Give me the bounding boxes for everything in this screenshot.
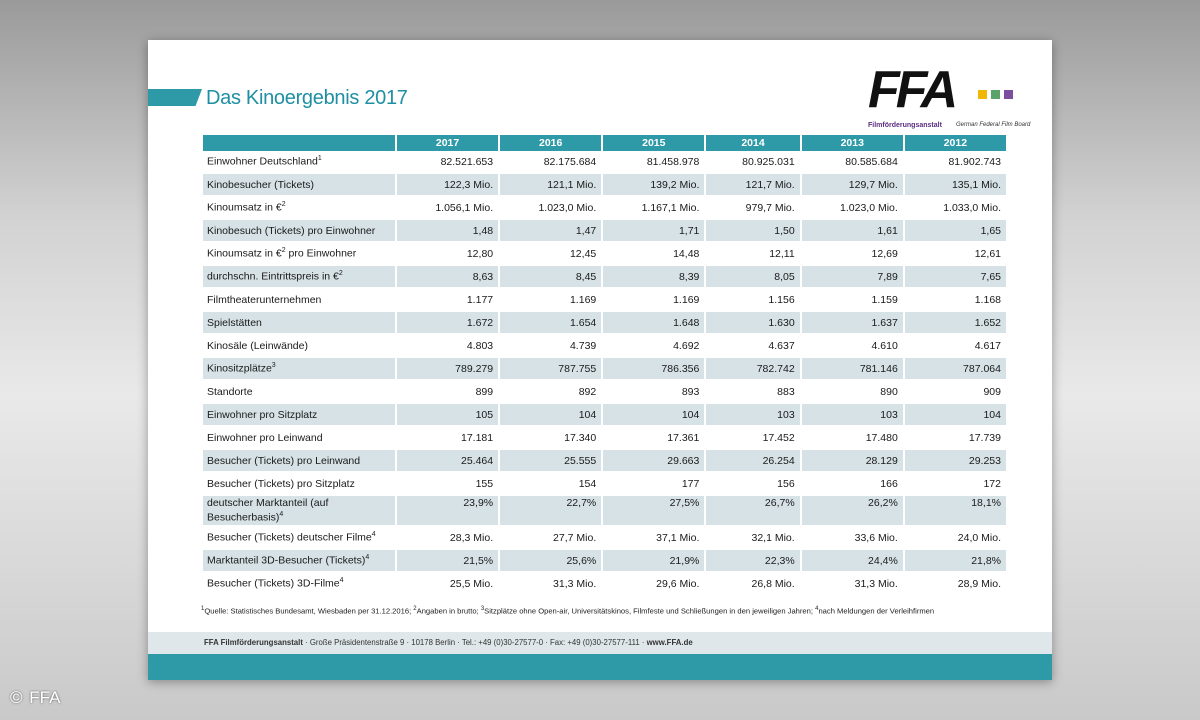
table-cell: 26,7%: [706, 496, 799, 527]
table-cell: 1.177: [397, 289, 498, 312]
table-row: [203, 573, 1006, 596]
table-cell: 25.464: [397, 450, 498, 473]
table-cell: 1.672: [397, 312, 498, 335]
row-label-text: Einwohner Deutschland: [207, 155, 318, 168]
row-label: [203, 335, 395, 358]
table-cell: 82.175.684: [500, 151, 601, 174]
table-row: [203, 404, 1006, 427]
table-cell: 979,7 Mio.: [706, 197, 799, 220]
header-corner: [203, 135, 395, 151]
table-cell: 21,8%: [905, 550, 1006, 573]
footnote-marker: 4: [279, 511, 284, 518]
row-label: [203, 220, 395, 243]
table-header-row: [203, 135, 1006, 151]
table-cell: 1,65: [905, 220, 1006, 243]
table-row: [203, 527, 1006, 550]
table-cell: 7,89: [802, 266, 903, 289]
table-cell: 8,39: [603, 266, 704, 289]
table-cell: 33,6 Mio.: [802, 527, 903, 550]
table-cell: 18,1%: [905, 496, 1006, 527]
table-cell: 4.637: [706, 335, 799, 358]
table-cell: 156: [706, 473, 799, 496]
table-cell: 787.755: [500, 358, 601, 381]
header-year: 2014: [706, 135, 799, 151]
table-cell: 1.056,1 Mio.: [397, 197, 498, 220]
table-cell: 135,1 Mio.: [905, 174, 1006, 197]
table-cell: 1.159: [802, 289, 903, 312]
footnote-text: Sitzplätze ohne Open-air, Universitätskinos, Filmfeste und Schließungen in den jeweiligen Jahren;: [484, 606, 816, 616]
table-cell: 12,69: [802, 243, 903, 266]
table-cell: 25.555: [500, 450, 601, 473]
row-label-text: Kinosäle (Leinwände): [207, 339, 308, 352]
table-row: [203, 266, 1006, 289]
footnote-marker: 4: [339, 577, 344, 585]
row-label: [203, 473, 395, 496]
table-cell: 104: [905, 404, 1006, 427]
table-cell: 1.168: [905, 289, 1006, 312]
table-cell: 24,0 Mio.: [905, 527, 1006, 550]
footnote-marker: 1: [317, 155, 322, 163]
table-cell: 1.169: [500, 289, 601, 312]
copyright-notice: [10, 688, 60, 708]
row-label: [203, 427, 395, 450]
row-label: [203, 573, 395, 596]
row-label-text: Spielstätten: [207, 316, 262, 329]
table-row: [203, 496, 1006, 527]
footnote-marker: 4: [815, 606, 819, 612]
table-row: [203, 243, 1006, 266]
table-cell: 166: [802, 473, 903, 496]
table-cell: 12,80: [397, 243, 498, 266]
row-label: [203, 266, 395, 289]
page-title: Das Kinoergebnis 2017: [206, 87, 408, 109]
row-label-text: Kinobesucher (Tickets): [207, 178, 314, 191]
table-cell: 8,45: [500, 266, 601, 289]
table-cell: 1,61: [802, 220, 903, 243]
table-cell: 29.663: [603, 450, 704, 473]
table-cell: 12,11: [706, 243, 799, 266]
table-row: [203, 312, 1006, 335]
header-year: 2015: [603, 135, 704, 151]
table-cell: 22,7%: [500, 496, 601, 527]
table-cell: 29.253: [905, 450, 1006, 473]
logo-subtitle: German Federal Film Board: [956, 122, 1031, 128]
table-cell: 122,3 Mio.: [397, 174, 498, 197]
table-cell: 27,5%: [603, 496, 704, 527]
table-cell: 1.630: [706, 312, 799, 335]
table-cell: 104: [500, 404, 601, 427]
table-cell: 28,3 Mio.: [397, 527, 498, 550]
table-cell: 37,1 Mio.: [603, 527, 704, 550]
row-label: [203, 243, 395, 266]
table-cell: 29,6 Mio.: [603, 573, 704, 596]
footer-address: · Große Präsidentenstraße 9 · 10178 Berlin · Tel.: +49 (0)30-27577-0 · Fax: +49 (0)30-27577-111 ·: [302, 638, 647, 647]
table-cell: 172: [905, 473, 1006, 496]
row-label: [203, 381, 395, 404]
row-label-text: Besucher (Tickets) pro Leinwand: [207, 454, 361, 467]
table-cell: 781.146: [802, 358, 903, 381]
table-cell: 899: [397, 381, 498, 404]
table-cell: 17.480: [802, 427, 903, 450]
table-cell: 26,8 Mio.: [706, 573, 799, 596]
header-year: 2013: [802, 135, 903, 151]
table-cell: 12,45: [500, 243, 601, 266]
row-label-text: Kinobesuch (Tickets) pro Einwohner: [207, 224, 376, 237]
table-cell: 1.169: [603, 289, 704, 312]
table-cell: 81.902.743: [905, 151, 1006, 174]
footnote-marker: 1: [201, 606, 205, 612]
table-cell: 21,5%: [397, 550, 498, 573]
header-year: 2012: [905, 135, 1006, 151]
table-cell: 787.064: [905, 358, 1006, 381]
table-cell: 121,1 Mio.: [500, 174, 601, 197]
table-cell: 103: [706, 404, 799, 427]
row-label-text: Besucher (Tickets) deutscher Filme: [207, 531, 372, 544]
footnote-text: Angaben in brutto;: [416, 606, 481, 616]
logo-squares: [978, 86, 1017, 104]
table-cell: 1,47: [500, 220, 601, 243]
copyright-icon: ©: [10, 688, 23, 707]
table-cell: 23,9%: [397, 496, 498, 527]
footnote-marker: 2: [281, 247, 286, 255]
logo-square-green: [991, 90, 1000, 99]
table-cell: 121,7 Mio.: [706, 174, 799, 197]
row-label-text: Besucher (Tickets) 3D-Filme: [207, 577, 340, 590]
footer-address-bar: [148, 632, 1052, 654]
table-cell: 14,48: [603, 243, 704, 266]
table-cell: 28,9 Mio.: [905, 573, 1006, 596]
row-label: [203, 527, 395, 550]
row-label-text: Besucher (Tickets) pro Sitzplatz: [207, 477, 355, 490]
table-cell: 32,1 Mio.: [706, 527, 799, 550]
table-row: [203, 358, 1006, 381]
table-cell: 17.340: [500, 427, 601, 450]
logo-square-yellow: [978, 90, 987, 99]
row-label-text: Filmtheaterunternehmen: [207, 293, 322, 306]
table-row: [203, 151, 1006, 174]
table-cell: 1.654: [500, 312, 601, 335]
table-cell: 80.925.031: [706, 151, 799, 174]
bottom-band: [148, 654, 1052, 680]
table-cell: 892: [500, 381, 601, 404]
table-cell: 1.648: [603, 312, 704, 335]
table-cell: 782.742: [706, 358, 799, 381]
table-row: [203, 427, 1006, 450]
table-row: [203, 174, 1006, 197]
footnotes: [201, 603, 1011, 618]
footer-website: www.FFA.de: [646, 638, 693, 647]
footnote-marker: 2: [281, 201, 286, 209]
table-cell: 139,2 Mio.: [603, 174, 704, 197]
footer-org: FFA Filmförderungsanstalt: [204, 638, 303, 647]
slide: [148, 40, 1052, 680]
row-label-suffix: pro Einwohner: [285, 247, 357, 260]
footnote-text: Quelle: Statistisches Bundesamt, Wiesbaden per 31.12.2016;: [204, 606, 414, 616]
table-row: [203, 450, 1006, 473]
row-label: [203, 174, 395, 197]
row-label: [203, 404, 395, 427]
table-cell: 27,7 Mio.: [500, 527, 601, 550]
table-cell: 154: [500, 473, 601, 496]
table-cell: 789.279: [397, 358, 498, 381]
table-row: [203, 381, 1006, 404]
row-label: [203, 151, 395, 174]
table-cell: 82.521.653: [397, 151, 498, 174]
row-label: [203, 312, 395, 335]
table-cell: 1,50: [706, 220, 799, 243]
logo-mark: FFA: [868, 61, 955, 119]
table-cell: 129,7 Mio.: [802, 174, 903, 197]
row-label-text: Einwohner pro Leinwand: [207, 431, 323, 444]
table-cell: 17.739: [905, 427, 1006, 450]
table-cell: 12,61: [905, 243, 1006, 266]
footnote-marker: 4: [371, 531, 376, 539]
table-cell: 25,6%: [500, 550, 601, 573]
footnote-text: nach Meldungen der Verleihfirmen: [818, 606, 935, 616]
cinema-statistics-table: [201, 135, 1008, 596]
table-row: [203, 335, 1006, 358]
table-cell: 31,3 Mio.: [500, 573, 601, 596]
table-cell: 1.023,0 Mio.: [802, 197, 903, 220]
table-row: [203, 289, 1006, 312]
table-cell: 103: [802, 404, 903, 427]
row-label-text: Standorte: [207, 385, 253, 398]
table-cell: 890: [802, 381, 903, 404]
table-body: [203, 151, 1006, 596]
row-label: [203, 496, 395, 527]
table-row: [203, 220, 1006, 243]
table-cell: 80.585.684: [802, 151, 903, 174]
table-cell: 1.652: [905, 312, 1006, 335]
table-cell: 1.023,0 Mio.: [500, 197, 601, 220]
header-year: 2017: [397, 135, 498, 151]
logo-square-purple: [1004, 90, 1013, 99]
header-year: 2016: [500, 135, 601, 151]
table-cell: 4.803: [397, 335, 498, 358]
table-cell: 786.356: [603, 358, 704, 381]
table-cell: 1.156: [706, 289, 799, 312]
table-cell: 26.254: [706, 450, 799, 473]
row-label-text: Einwohner pro Sitzplatz: [207, 408, 318, 421]
row-label-text: Kinoumsatz in €: [207, 247, 282, 260]
ffa-logo: [868, 61, 1038, 134]
footnote-marker: 2: [413, 606, 417, 612]
table-cell: 24,4%: [802, 550, 903, 573]
table-cell: 17.181: [397, 427, 498, 450]
table-cell: 7,65: [905, 266, 1006, 289]
table-cell: 17.361: [603, 427, 704, 450]
table-cell: 1.637: [802, 312, 903, 335]
table-cell: 8,63: [397, 266, 498, 289]
table-cell: 1.033,0 Mio.: [905, 197, 1006, 220]
footnote-marker: 4: [365, 554, 370, 562]
table-row: [203, 473, 1006, 496]
table-cell: 4.617: [905, 335, 1006, 358]
table-cell: 25,5 Mio.: [397, 573, 498, 596]
row-label-text: durchschn. Eintrittspreis in €: [207, 270, 339, 283]
table-cell: 1,48: [397, 220, 498, 243]
title-accent-bar: [148, 89, 202, 106]
row-label: [203, 450, 395, 473]
table-cell: 8,05: [706, 266, 799, 289]
footnote-marker: 3: [480, 606, 485, 612]
row-label: [203, 358, 395, 381]
table-cell: 883: [706, 381, 799, 404]
row-label-text: Marktanteil 3D-Besucher (Tickets): [207, 554, 366, 567]
table-cell: 909: [905, 381, 1006, 404]
table-cell: 104: [603, 404, 704, 427]
table-cell: 26,2%: [802, 496, 903, 527]
copyright-text: FFA: [29, 688, 61, 707]
row-label: [203, 550, 395, 573]
logo-name: Filmförderungsanstalt: [868, 122, 942, 129]
table-cell: 893: [603, 381, 704, 404]
table-cell: 4.739: [500, 335, 601, 358]
table-cell: 81.458.978: [603, 151, 704, 174]
table-cell: 1.167,1 Mio.: [603, 197, 704, 220]
table-row: [203, 197, 1006, 220]
table-cell: 17.452: [706, 427, 799, 450]
table-cell: 1,71: [603, 220, 704, 243]
row-label-text: Kinoumsatz in €: [207, 201, 282, 214]
table-cell: 155: [397, 473, 498, 496]
table-row: [203, 550, 1006, 573]
row-label: [203, 197, 395, 220]
table-cell: 4.692: [603, 335, 704, 358]
table-cell: 28.129: [802, 450, 903, 473]
row-label-text: Kinositzplätze: [207, 362, 272, 375]
row-label: [203, 289, 395, 312]
footnote-marker: 2: [338, 270, 343, 278]
table-cell: 4.610: [802, 335, 903, 358]
table-cell: 105: [397, 404, 498, 427]
table-cell: 22,3%: [706, 550, 799, 573]
footnote-marker: 3: [271, 362, 276, 370]
table-cell: 177: [603, 473, 704, 496]
table-cell: 21,9%: [603, 550, 704, 573]
row-label-text: deutscher Marktanteil (auf Besucherbasis): [207, 497, 329, 524]
table-cell: 31,3 Mio.: [802, 573, 903, 596]
